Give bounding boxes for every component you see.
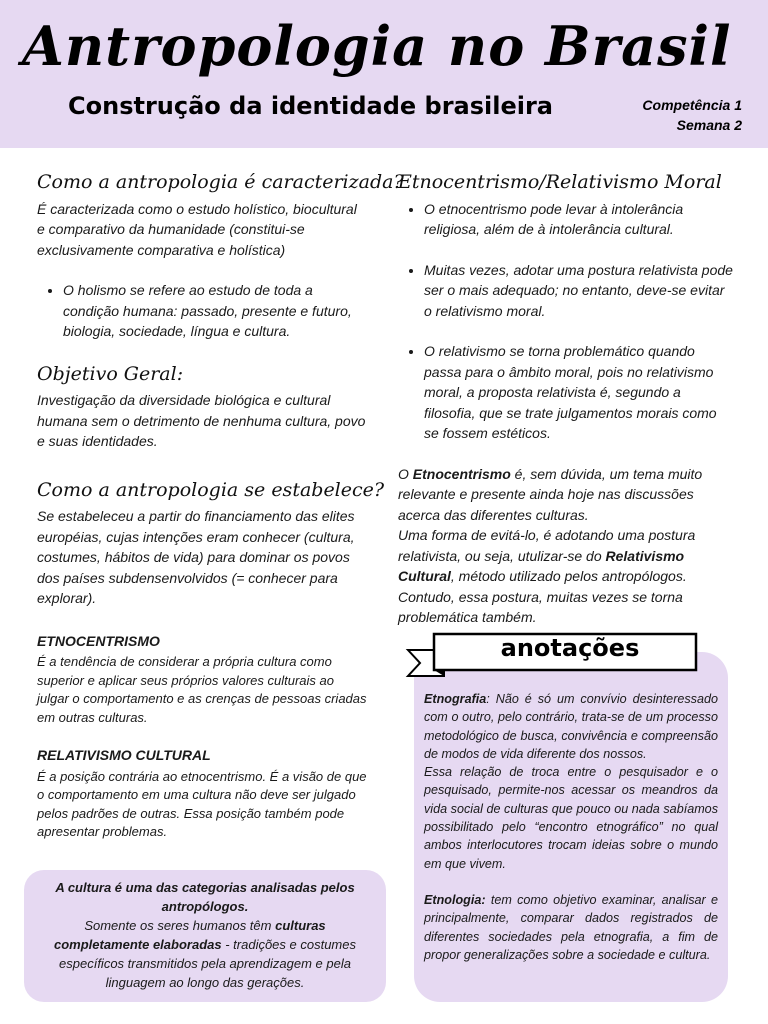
heading-etnocentrismo-relativismo: Etnocentrismo/Relativismo Moral — [398, 171, 722, 193]
note-text: tem como objetivo examinar, analisar e principalmente, comparar dados registrados de diferentes sociedades pela etnografia, a fim de propor generalizações sobre a sociedade e cultura. — [424, 892, 718, 962]
term-relativismo: RELATIVISMO CULTURAL — [37, 747, 211, 763]
competencia-label: Competência 1 — [642, 97, 742, 113]
heading-estabelece: Como a antropologia se estabelece? — [37, 478, 385, 501]
list-item: • O etnocentrismo pode levar à intolerância religiosa, além de à intolerância cultural. — [424, 199, 734, 240]
text: O — [398, 465, 413, 482]
callout-line1: A cultura é uma das categorias analisadas pelos antropólogos. — [55, 880, 355, 914]
culture-callout-box — [24, 870, 386, 1002]
callout-text: Somente os seres humanos têm — [84, 918, 276, 933]
note-etnografia-2: Essa relação de troca entre o pesquisador e o pesquisado, permite-nos acessar os meandros da vida social de culturas que pouco ou nada sabíamos possibilitado pelo “encontro etnográfico” no qual ambos interlocutores trocam ideias sobre o mundo em que vivem. — [424, 765, 718, 871]
heading-objetivo: Objetivo Geral: — [37, 362, 184, 385]
page-subtitle: Construção da identidade brasileira — [68, 92, 554, 120]
holismo-list — [37, 280, 367, 342]
paragraph-objetivo: Investigação da diversidade biológica e cultural humana sem o detrimento de nenhuma cultura, povo e suas identidades. — [37, 392, 366, 449]
list-item: • O holismo se refere ao estudo de toda a condição humana: passado, presente e futuro, biologia, sociedade, língua e cultura. — [63, 280, 367, 342]
note-etnografia — [424, 690, 718, 763]
competence-week — [642, 95, 742, 135]
notes-box — [414, 652, 728, 1002]
bold-term: Relativismo Cultural — [398, 547, 685, 584]
paragraph-etnocentrismo — [398, 464, 734, 526]
note-text: : Não é só um convívio desinteressado com o outro, pelo contrário, trata-se de um processo metodológico de busca, convivência e compreensão de modos de vida diferente dos nossos. — [424, 692, 718, 761]
note-etnologia — [424, 891, 718, 964]
callout-text-end: - tradições e costumes específicos transmitidos pela aprendizagem e pela linguagem ao longo das gerações. — [59, 937, 356, 990]
text: Uma forma de evitá-lo, é adotando uma postura relativista, ou seja, utulizar-se do — [398, 527, 696, 564]
callout-line2 — [24, 916, 386, 992]
right-column — [398, 172, 734, 628]
list-item: • Muitas vezes, adotar uma postura relativista pode ser o mais adequado; no entanto, deve-se evitar o relativismo moral. — [424, 260, 734, 322]
bold-term: Etnocentrismo — [412, 465, 511, 482]
text: é, sem dúvida, um tema muito relevante e presente ainda hoje nas discussões acerca das diferentes culturas. — [398, 465, 703, 523]
paragraph-estabelece: Se estabeleceu a partir do financiamento das elites européias, cujas intenções eram conhecer (cultura, costumes, hábitos de vida) para dominar os povos dos países subdensenvolvidos (= conhecer para explorar). — [37, 508, 355, 606]
notes-banner-label: anotações — [500, 634, 640, 662]
def-relativismo: É a posição contrária ao etnocentrismo. É a visão de que o comportamento em uma cultura não deve ser julgado pelos padrões de outras. Essa posição também pode apresentar problemas. — [37, 768, 367, 839]
header-band — [0, 0, 768, 148]
note-term: Etnologia: — [424, 892, 486, 907]
heading-caracterizada: Como a antropologia é caracterizada? — [37, 171, 404, 193]
left-column — [37, 171, 404, 842]
note-term: Etnografia — [424, 692, 487, 706]
callout-bold: culturas completamente elaboradas — [53, 918, 326, 952]
relativism-list — [398, 199, 734, 444]
paragraph-caracterizada: É caracterizada como o estudo holístico, biocultural e comparativo da humanidade (constitui-se exclusivamente comparativa e holística) — [37, 200, 357, 258]
page-title: Antropologia no Brasil — [22, 14, 732, 78]
list-item: • O relativismo se torna problemático quando passa para o âmbito moral, pois no relativismo moral, a proposta relativista é, segundo a filosofia, que se trate julgamentos morais como se fossem estéticos. — [424, 341, 734, 444]
text: , método utilizado pelos antropólogos. Contudo, essa postura, muitas vezes se torna problemática também. — [398, 568, 687, 625]
def-etnocentrismo: É a tendência de considerar a própria cultura como superior e aplicar seus próprios valores culturais ao julgar o comportamento e as crenças de pessoas criadas em outras culturas. — [37, 654, 367, 725]
semana-label: Semana 2 — [676, 117, 742, 133]
paragraph-relativismo — [398, 525, 734, 628]
term-etnocentrismo: ETNOCENTRISMO — [37, 632, 160, 649]
